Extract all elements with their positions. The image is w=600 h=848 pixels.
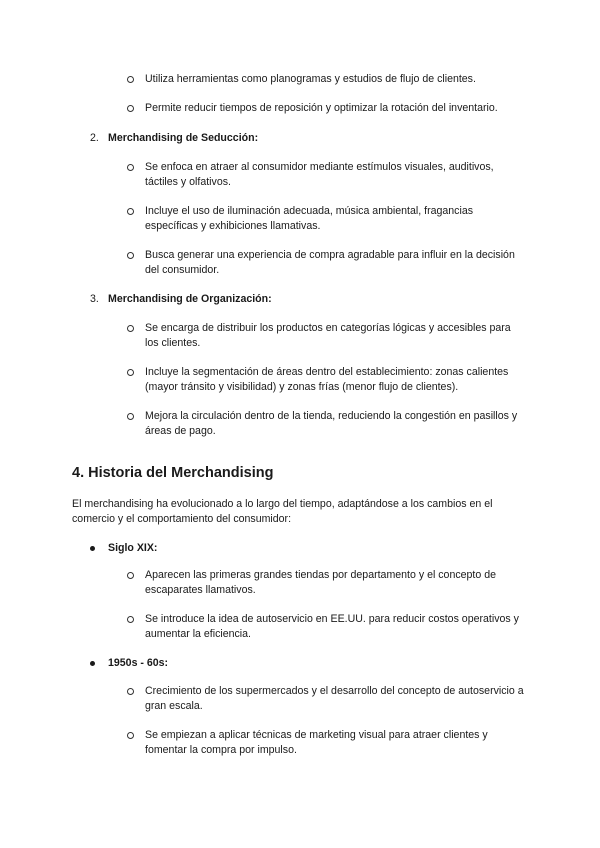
list-item: Mejora la circulación dentro de la tienda, reduciendo la congestión en pasillos y áreas de pago. bbox=[145, 409, 525, 439]
list-item: Utiliza herramientas como planogramas y estudios de flujo de clientes. bbox=[145, 72, 525, 87]
list-item: Crecimiento de los supermercados y el desarrollo del concepto de autoservicio a gran escala. bbox=[145, 684, 525, 714]
list-item: Se enfoca en atraer al consumidor mediante estímulos visuales, auditivos, táctiles y olfativos. bbox=[145, 160, 525, 190]
hollow-bullet-icon bbox=[127, 688, 134, 695]
hollow-bullet-icon bbox=[127, 732, 134, 739]
list-item: Incluye el uso de iluminación adecuada, música ambiental, fragancias específicas y exhibiciones llamativas. bbox=[145, 204, 525, 234]
hollow-bullet-icon bbox=[127, 369, 134, 376]
numbered-heading: 2. Merchandising de Seducción: bbox=[90, 132, 259, 144]
hollow-bullet-icon bbox=[127, 76, 134, 83]
list-item: Se empiezan a aplicar técnicas de marketing visual para atraer clientes y fomentar la compra por impulso. bbox=[145, 728, 525, 758]
list-item: Se encarga de distribuir los productos en categorías lógicas y accesibles para los clientes. bbox=[145, 321, 525, 351]
section-heading: 4. Historia del Merchandising bbox=[72, 465, 274, 481]
numbered-heading: 3. Merchandising de Organización: bbox=[90, 293, 272, 305]
hollow-bullet-icon bbox=[127, 572, 134, 579]
list-item: Incluye la segmentación de áreas dentro del establecimiento: zonas calientes (mayor tránsito y visibilidad) y zonas frías (menor flujo de clientes). bbox=[145, 365, 525, 395]
bullet-heading: 1950s - 60s: bbox=[108, 656, 168, 671]
list-item: Se introduce la idea de autoservicio en EE.UU. para reducir costos operativos y aumentar la eficiencia. bbox=[145, 612, 525, 642]
hollow-bullet-icon bbox=[127, 325, 134, 332]
list-item: Permite reducir tiempos de reposición y optimizar la rotación del inventario. bbox=[145, 101, 525, 116]
hollow-bullet-icon bbox=[127, 413, 134, 420]
filled-bullet-icon bbox=[90, 546, 95, 551]
hollow-bullet-icon bbox=[127, 164, 134, 171]
hollow-bullet-icon bbox=[127, 208, 134, 215]
bullet-heading: Siglo XIX: bbox=[108, 541, 157, 556]
list-item: Busca generar una experiencia de compra agradable para influir en la decisión del consumidor. bbox=[145, 248, 525, 278]
filled-bullet-icon bbox=[90, 661, 95, 666]
intro-paragraph: El merchandising ha evolucionado a lo largo del tiempo, adaptándose a los cambios en el comercio y el comportamiento del consumidor: bbox=[72, 498, 493, 525]
hollow-bullet-icon bbox=[127, 616, 134, 623]
hollow-bullet-icon bbox=[127, 252, 134, 259]
hollow-bullet-icon bbox=[127, 105, 134, 112]
list-item: Aparecen las primeras grandes tiendas por departamento y el concepto de escaparates llamativos. bbox=[145, 568, 525, 598]
